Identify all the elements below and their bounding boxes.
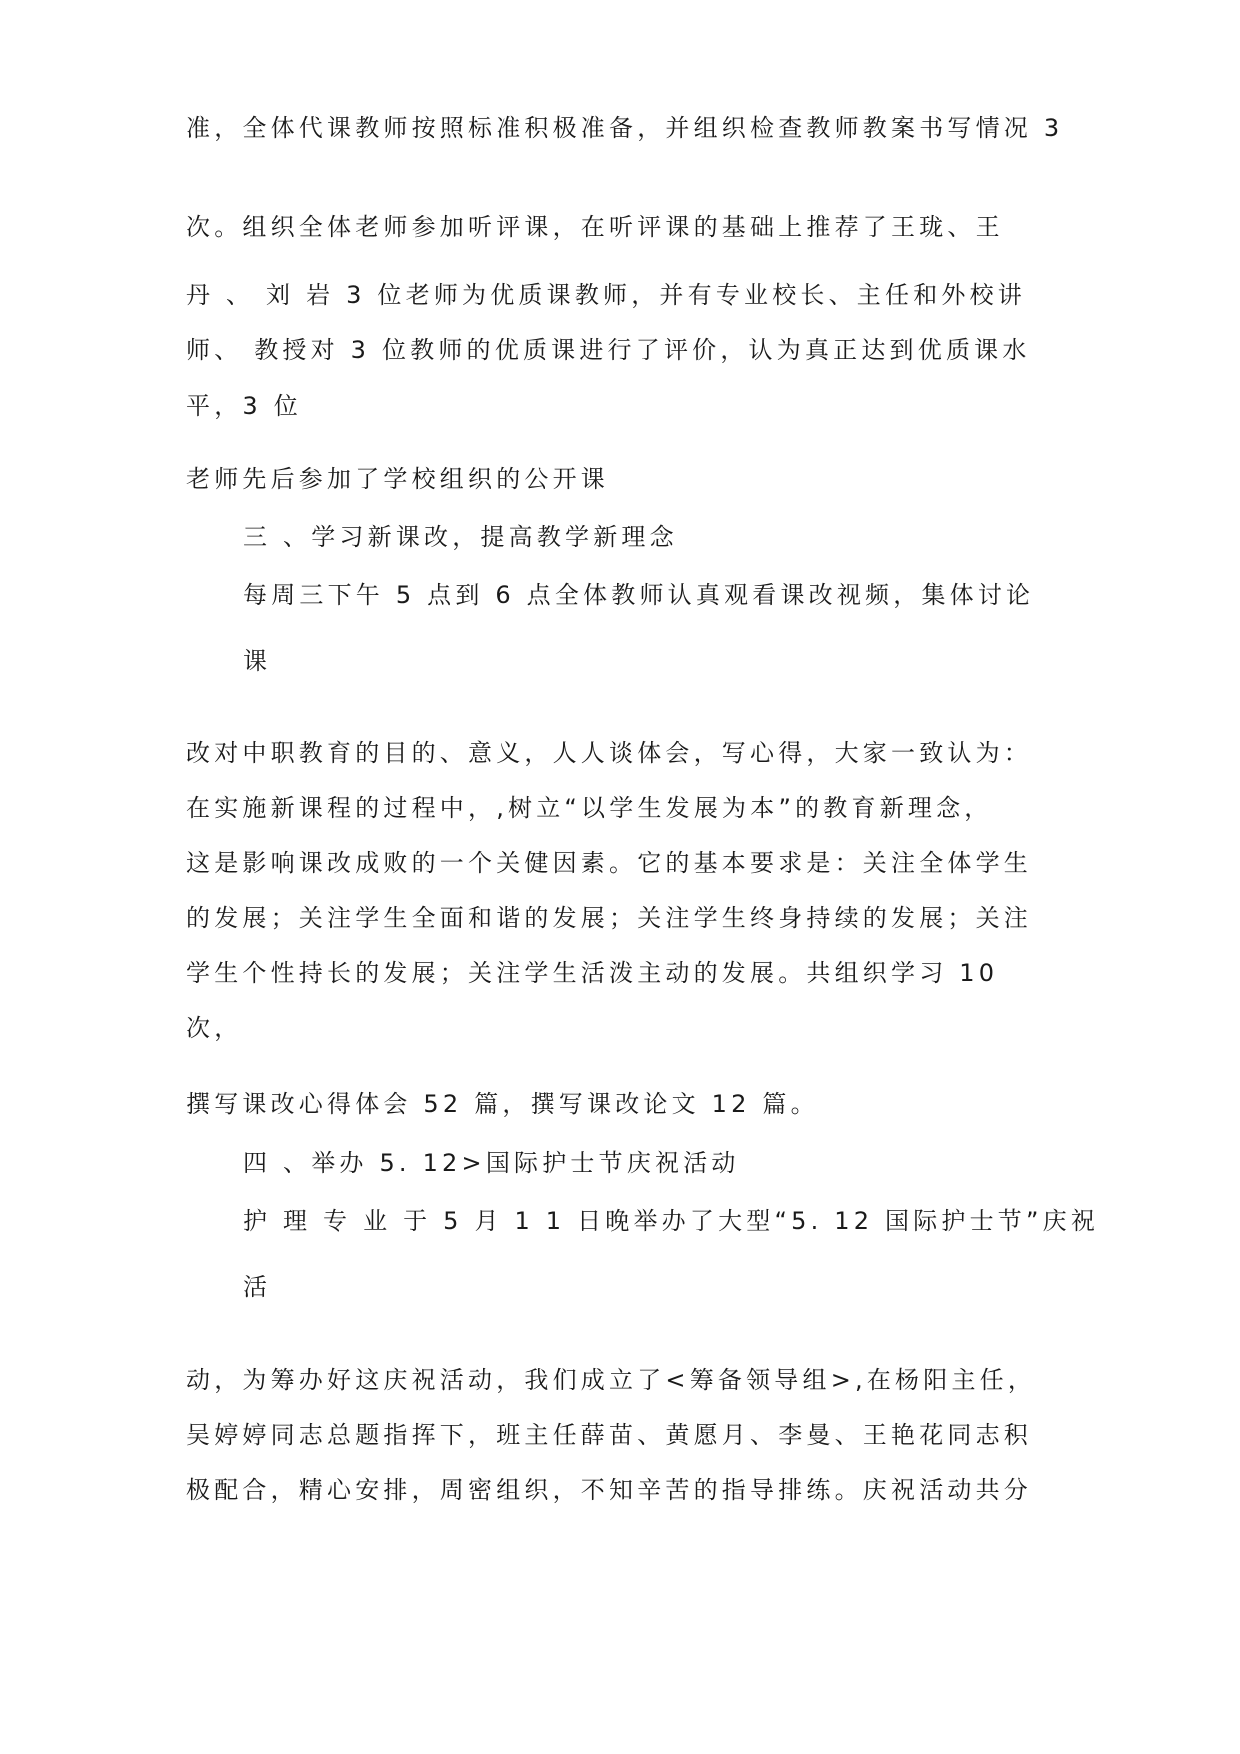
text-line: 每周三下午 5 点到 6 点全体教师认真观看课改视频，集体讨论 [243, 581, 1035, 609]
text-line: 动，为筹办好这庆祝活动，我们成立了<筹备领导组>,在杨阳主任， [186, 1366, 1037, 1394]
text-line: 极配合，精心安排，周密组织，不知辛苦的指导排练。庆祝活动共分 [186, 1476, 1032, 1504]
text-line: 师、 教授对 3 位教师的优质课进行了评价，认为真正达到优质课水 [186, 336, 1031, 364]
text-line: 护 理 专 业 于 5 月 1 1 日晚举办了大型“5. 12 国际护士节”庆祝 [243, 1207, 1100, 1235]
text-line: 课 [243, 647, 272, 675]
text-line: 活 [243, 1273, 272, 1301]
text-line: 次。组织全体老师参加听评课，在听评课的基础上推荐了王珑、王 [186, 213, 1004, 241]
text-line: 准，全体代课教师按照标准积极准备，并组织检查教师教案书写情况 3 [186, 114, 1064, 142]
text-line: 次， [186, 1014, 243, 1042]
text-line: 撰写课改心得体会 52 篇，撰写课改论文 12 篇。 [186, 1090, 819, 1118]
text-line: 平，3 位 [186, 392, 302, 420]
text-line: 老师先后参加了学校组织的公开课 [186, 465, 609, 493]
text-line: 吴婷婷同志总题指挥下，班主任薛苗、黄愿月、李曼、王艳花同志积 [186, 1421, 1032, 1449]
text-line: 改对中职教育的目的、意义，人人谈体会，写心得，大家一致认为： [186, 739, 1032, 767]
text-line: 丹 、 刘 岩 3 位老师为优质课教师，并有专业校长、主任和外校讲 [186, 281, 1027, 309]
text-line: 在实施新课程的过程中，,树立“以学生发展为本”的教育新理念， [186, 794, 993, 822]
section-heading: 三 、学习新课改，提高教学新理念 [243, 523, 678, 551]
text-line: 学生个性持长的发展；关注学生活泼主动的发展。共组织学习 10 [186, 959, 999, 987]
section-heading: 四 、举办 5. 12>国际护士节庆祝活动 [243, 1149, 740, 1177]
text-line: 这是影响课改成败的一个关健因素。它的基本要求是：关注全体学生 [186, 849, 1032, 877]
text-line: 的发展；关注学生全面和谐的发展；关注学生终身持续的发展；关注 [186, 904, 1032, 932]
